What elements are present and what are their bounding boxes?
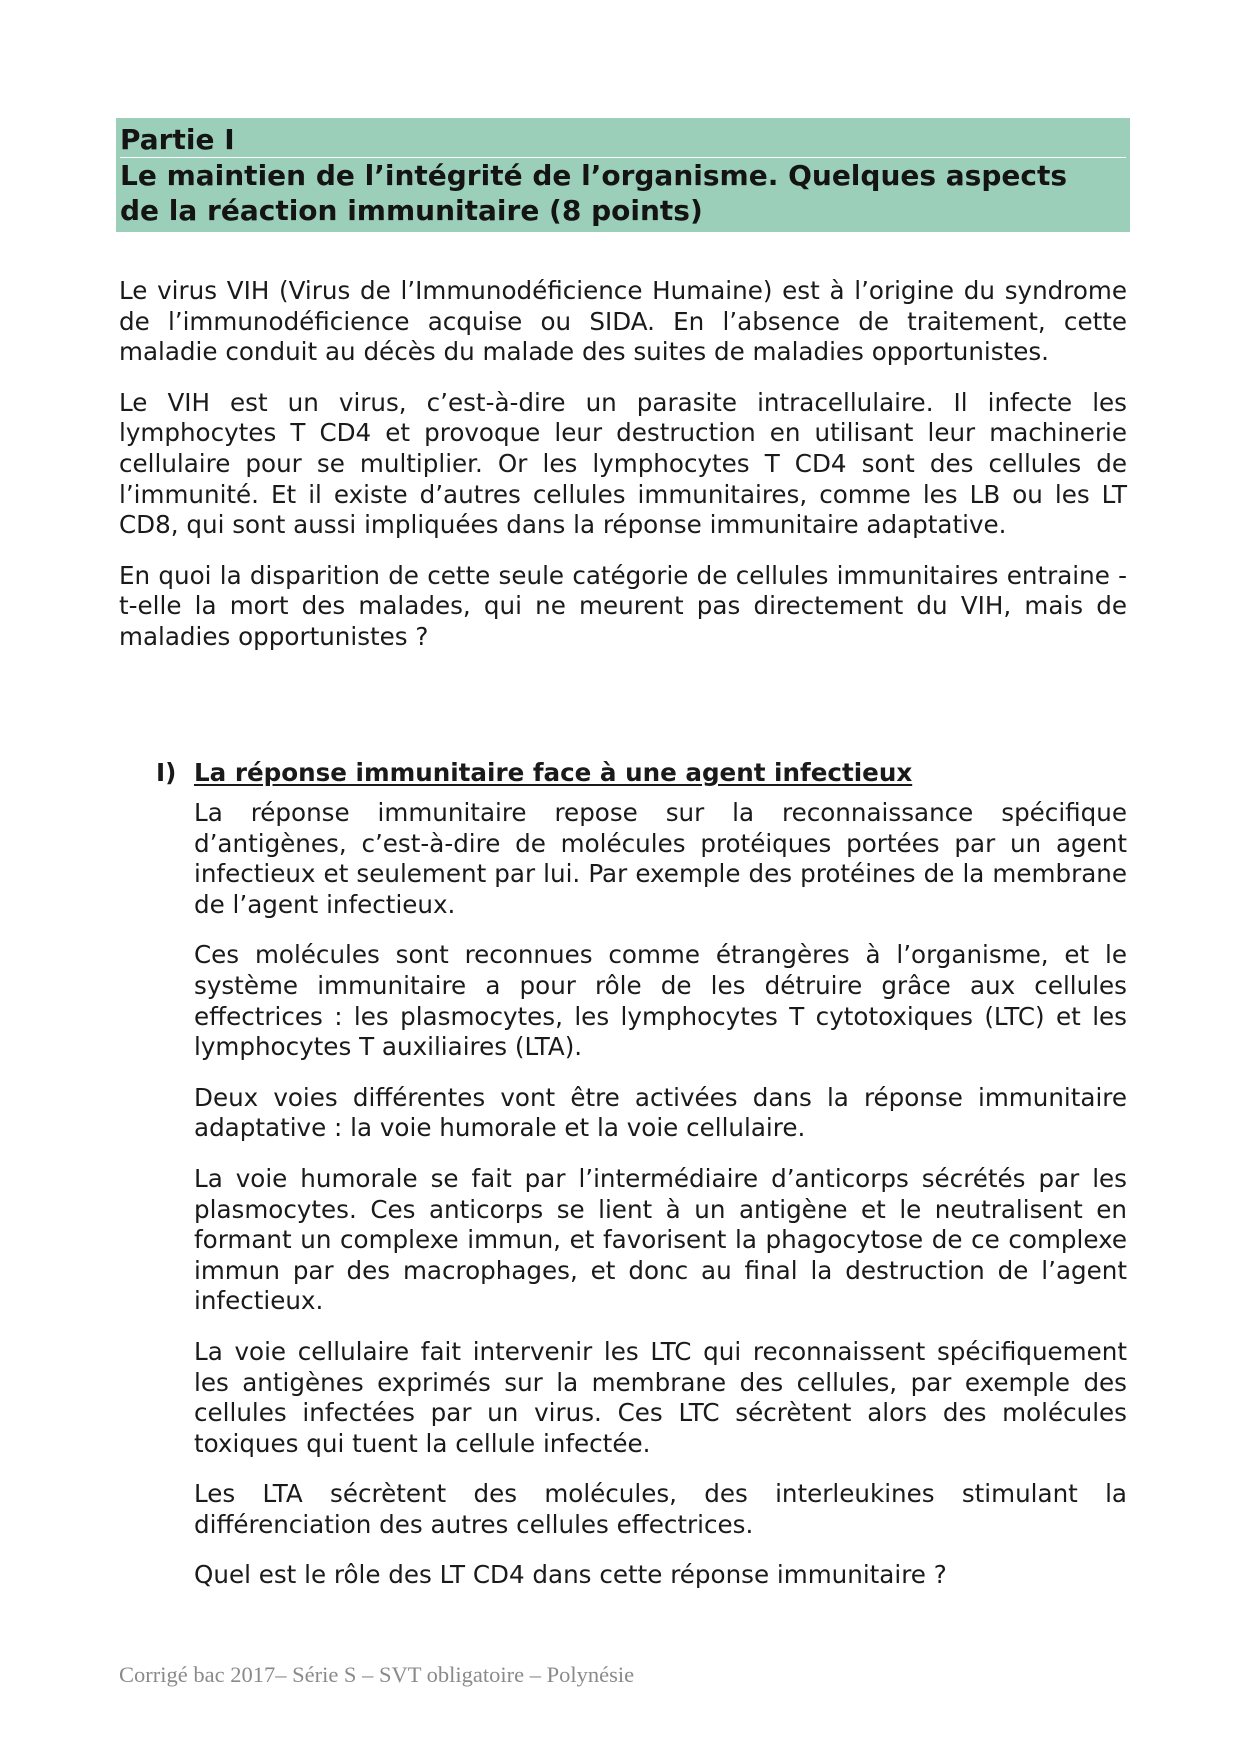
part-label: Partie I [120,122,1126,158]
section-1-paragraph-3: Deux voies différentes vont être activées dans la réponse immunitaire adaptative : la voie humorale et la voie cellulaire. [194,1082,1127,1143]
section-1-paragraph-5: La voie cellulaire fait intervenir les LTC qui reconnaissent spécifiquement les antigènes exprimés sur la membrane des cellules, par exemple des cellules infectées par un virus. Ces LTC sécrètent alors des molécules toxiques qui tuent la cellule infectée. [194,1336,1127,1458]
section-1-heading [156,758,1127,788]
intro-paragraph-3: En quoi la disparition de cette seule catégorie de cellules immunitaires entraine -t-elle la mort des malades, qui ne meurent pas directement du VIH, mais de maladies opportunistes ? [119,560,1127,651]
section-1-title: La réponse immunitaire face à une agent infectieux [194,758,913,787]
part-title-line-1: Le maintien de l’intégrité de l’organisme. Quelques aspects [120,159,1068,192]
intro-paragraph-2: Le VIH est un virus, c’est-à-dire un parasite intracellulaire. Il infecte les lymphocytes T CD4 et provoque leur destruction en utilisant leur machinerie cellulaire pour se multiplier. Or les lymphocytes T CD4 sont des cellules de l’immunité. Et il existe d’autres cellules immunitaires, comme les LB ou les LT CD8, qui sont aussi impliquées dans la réponse immunitaire adaptative. [119,387,1127,540]
section-1-paragraph-4: La voie humorale se fait par l’intermédiaire d’anticorps sécrétés par les plasmocytes. Ces anticorps se lient à un antigène et le neutralisent en formant un complexe immun, et favorisent la phagocytose de ce complexe immun par des macrophages, et donc au final la destruction de l’agent infectieux. [194,1163,1127,1316]
intro-paragraph-1: Le virus VIH (Virus de l’Immunodéficience Humaine) est à l’origine du syndrome de l’immunodéficience acquise ou SIDA. En l’absence de traitement, cette maladie conduit au décès du malade des suites de maladies opportunistes. [119,276,1127,367]
section-1-paragraph-2: Ces molécules sont reconnues comme étrangères à l’organisme, et le système immunitaire a pour rôle de les détruire grâce aux cellules effectrices : les plasmocytes, les lymphocytes T cytotoxiques (LTC) et les lymphocytes T auxiliaires (LTA). [194,940,1127,1062]
section-1 [156,758,1127,1611]
section-1-number: I) [156,758,177,787]
section-1-body [194,798,1127,1591]
section-1-question: Quel est le rôle des LT CD4 dans cette réponse immunitaire ? [194,1560,947,1590]
page-footer: Corrigé bac 2017– Série S – SVT obligatoire – Polynésie [119,1662,635,1687]
section-1-paragraph-6: Les LTA sécrètent des molécules, des interleukines stimulant la différenciation des autres cellules effectrices. [194,1479,1127,1539]
intro-text [119,276,1127,673]
part-title-line-2: de la réaction immunitaire (8 points) [120,194,703,227]
section-1-paragraph-1: La réponse immunitaire repose sur la reconnaissance spécifique d’antigènes, c’est-à-dire de molécules protéiques portées par un agent infectieux et seulement par lui. Par exemple des protéines de la membrane de l’agent infectieux. [194,798,1127,919]
part-header [116,118,1130,232]
